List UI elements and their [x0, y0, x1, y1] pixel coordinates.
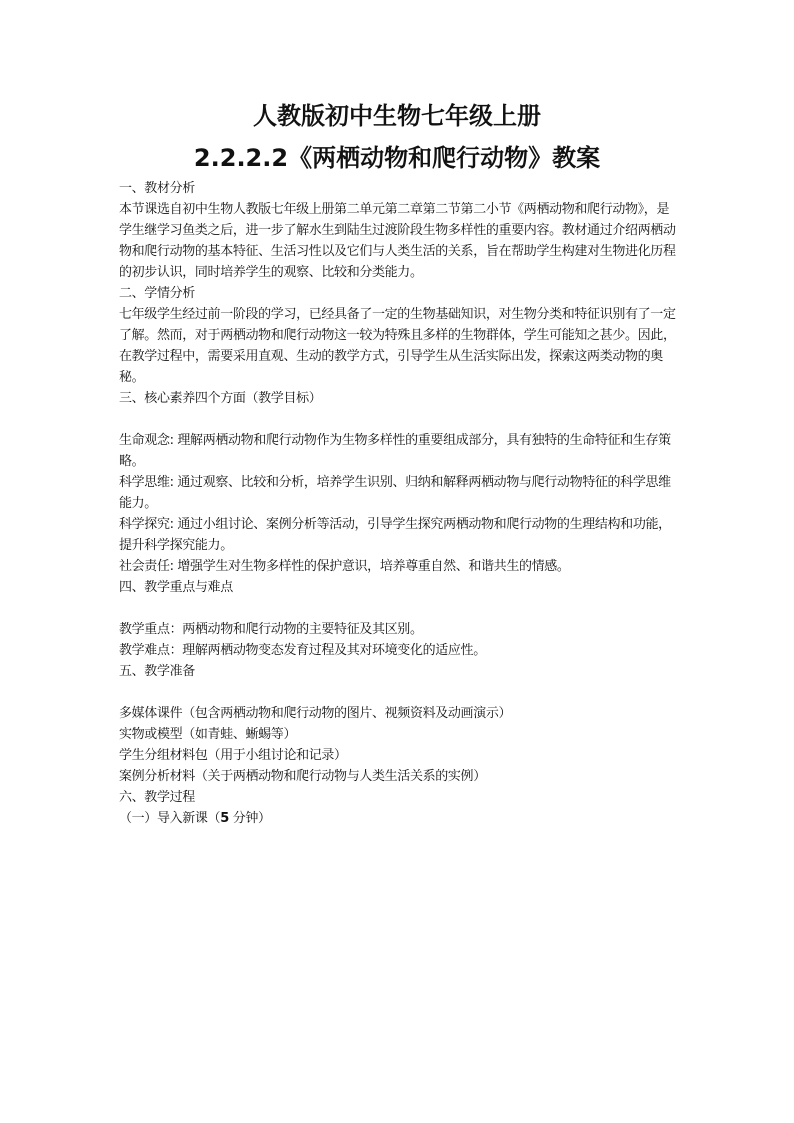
section-paragraph-textbook-analysis: 本节课选自初中生物人教版七年级上册第二单元第二章第二节第二小节《两栖动物和爬行动物》，是学生继学习鱼类之后，进一步了解水生到陆生过渡阶段生物多样性的重要内容。教材通过介绍两栖动物和爬行动物的基本特征、生活习性以及它们与人类生活的关系，旨在帮助学生构建对生物进化历程的初步认识，同时培养学生的观察、比较和分类能力。 — [119, 202, 676, 280]
core-literacy-item-scientific-inquiry: 科学探究: 通过小组讨论、案例分析等活动，引导学生探究两栖动物和爬行动物的生理结构和功能，提升科学探究能力。 — [119, 517, 671, 553]
key-points-list — [119, 619, 679, 661]
document-subtitle: 2.2.2.2《两栖动物和爬行动物》教案 — [193, 144, 601, 172]
teaching-preparation-list — [119, 703, 679, 787]
key-point-item-difficulty: 教学难点：理解两栖动物变态发育过程及其对环境变化的适应性。 — [119, 643, 486, 658]
preparation-item-material-pack: 学生分组材料包（用于小组讨论和记录） — [119, 748, 347, 763]
section-heading-textbook-analysis: 一、教材分析 — [119, 181, 195, 196]
section-heading-key-points: 四、教学重点与难点 — [119, 580, 233, 595]
core-literacy-list — [119, 430, 679, 577]
core-literacy-item-social-responsibility: 社会责任: 增强学生对生物多样性的保护意识，培养尊重自然、和谐共生的情感。 — [119, 559, 570, 574]
subsection-heading-introduction — [119, 808, 679, 829]
document-title: 人教版初中生物七年级上册 — [253, 102, 541, 130]
preparation-item-multimedia: 多媒体课件（包含两栖动物和爬行动物的图片、视频资料及动画演示） — [119, 706, 512, 721]
section-heading-teaching-preparation: 五、教学准备 — [119, 664, 195, 679]
section-heading-student-analysis: 二、学情分析 — [119, 286, 195, 301]
key-point-item-focus: 教学重点：两栖动物和爬行动物的主要特征及其区别。 — [119, 622, 423, 637]
preparation-item-case-materials: 案例分析材料（关于两栖动物和爬行动物与人类生活关系的实例） — [119, 769, 486, 784]
section-heading-teaching-process: 六、教学过程 — [119, 790, 195, 805]
subsection-suffix: 分钟） — [228, 811, 271, 826]
section-heading-core-literacy: 三、核心素养四个方面（教学目标） — [119, 391, 322, 406]
core-literacy-item-scientific-thinking: 科学思维: 通过观察、比较和分析，培养学生识别、归纳和解释两栖动物与爬行动物特征的科学思维能力。 — [119, 475, 671, 511]
preparation-item-models: 实物或模型（如青蛙、蜥蜴等） — [119, 727, 297, 742]
subsection-prefix: （一）导入新课（ — [119, 811, 221, 826]
subsection-minutes-number: 5 — [220, 811, 229, 826]
section-paragraph-student-analysis: 七年级学生经过前一阶段的学习，已经具备了一定的生物基础知识，对生物分类和特征识别有了一定了解。然而，对于两栖动物和爬行动物这一较为特殊且多样的生物群体，学生可能知之甚少。因此，在教学过程中，需要采用直观、生动的教学方式，引导学生从生活实际出发，探索这两类动物的奥秘。 — [119, 307, 676, 385]
document-body — [119, 178, 679, 829]
core-literacy-item-life-concept: 生命观念: 理解两栖动物和爬行动物作为生物多样性的重要组成部分，具有独特的生命特征和生存策略。 — [119, 433, 671, 469]
